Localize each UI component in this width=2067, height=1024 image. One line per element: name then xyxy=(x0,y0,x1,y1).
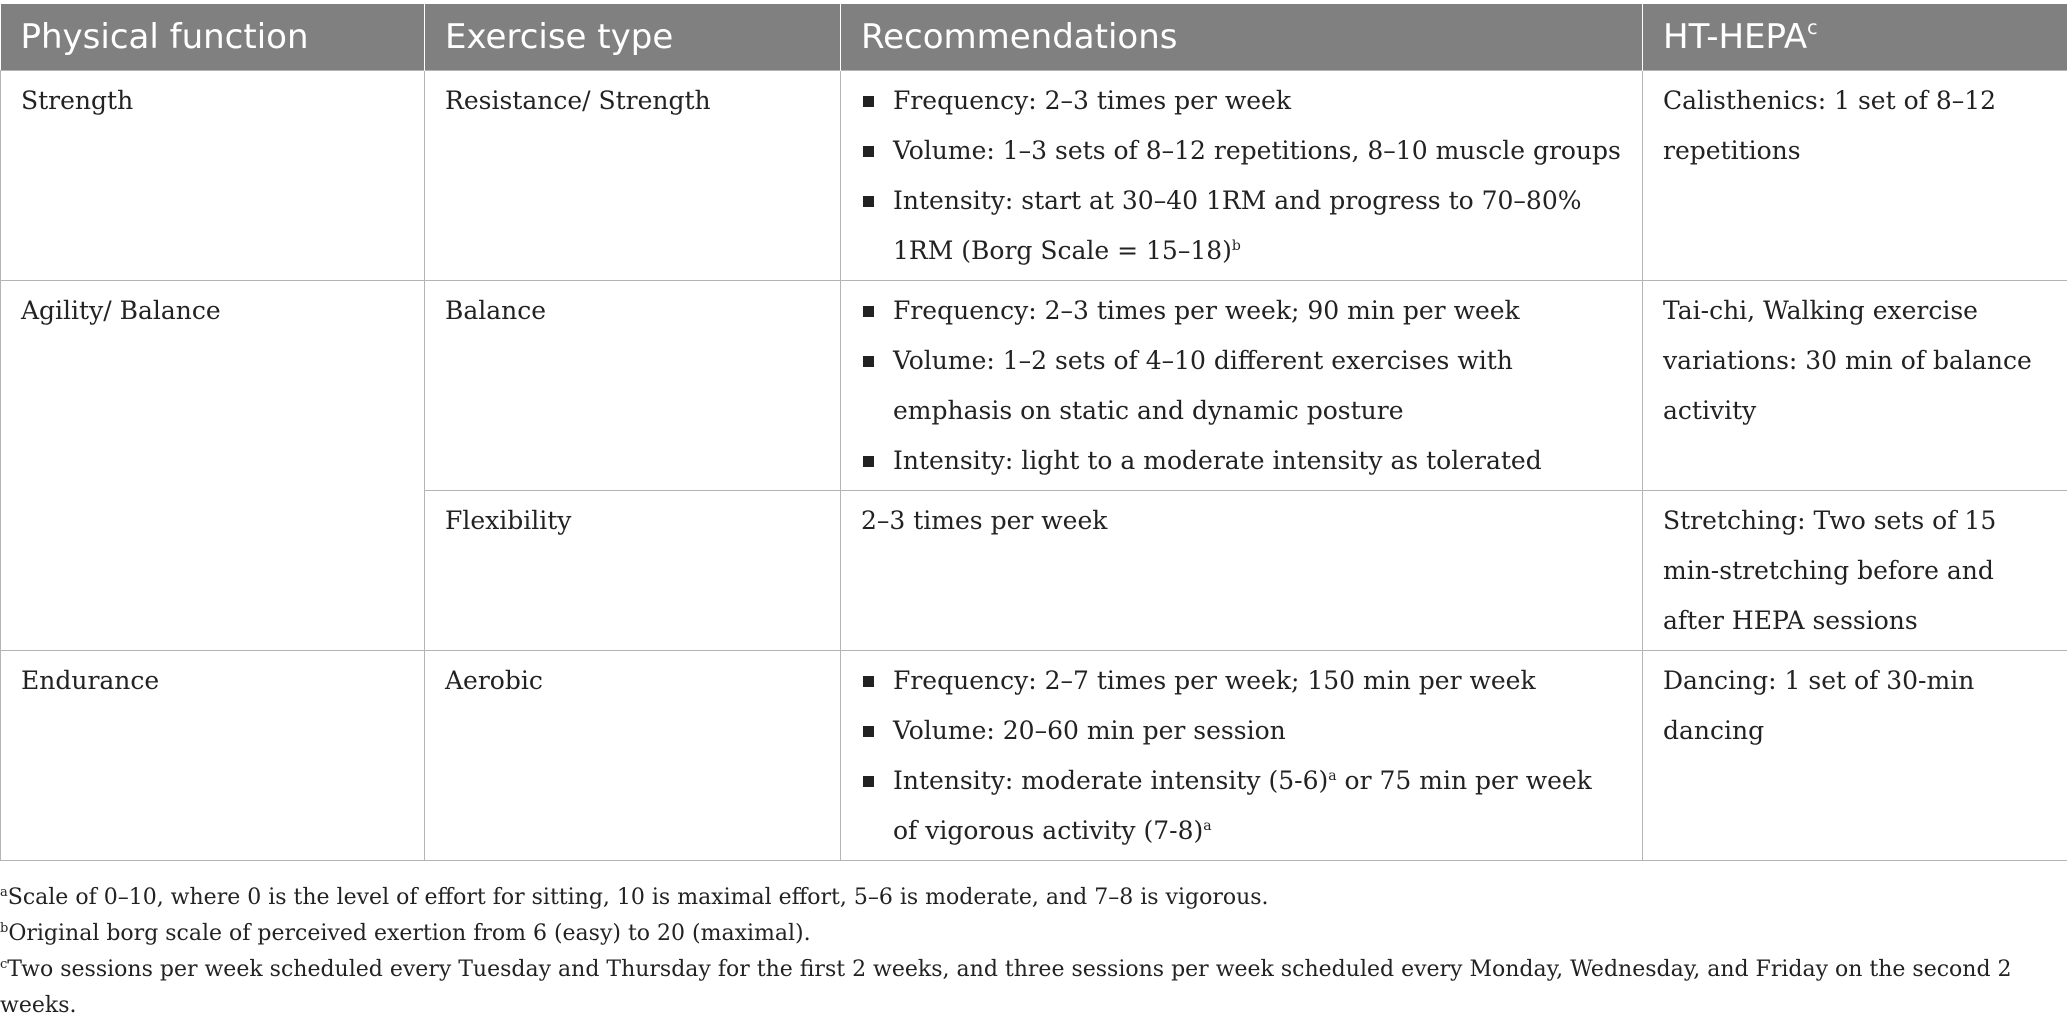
footnote-mark: b xyxy=(1232,238,1241,254)
cell-function-strength: Strength xyxy=(1,71,425,281)
table-body xyxy=(1,71,2067,861)
cell-function-endurance: Endurance xyxy=(1,651,425,861)
list-item: Frequency: 2–3 times per week xyxy=(861,76,1622,126)
cell-function-agility-balance: Agility/ Balance xyxy=(1,281,425,651)
table-row-balance xyxy=(1,281,2067,491)
footnote-a-mark: a xyxy=(0,885,8,900)
list-item xyxy=(861,756,1622,856)
cell-type-strength: Resistance/ Strength xyxy=(425,71,841,281)
footnote-c-mark: c xyxy=(0,957,7,972)
recommendation-text-continued: or 75 min per week of vigorous activity (7-8) xyxy=(893,766,1592,845)
list-item: Volume: 1–3 sets of 8–12 repetitions, 8–10 muscle groups xyxy=(861,126,1622,176)
cell-hepa-flexibility: Stretching: Two sets of 15 min-stretching before and after HEPA sessions xyxy=(1643,491,2067,651)
cell-type-flexibility: Flexibility xyxy=(425,491,841,651)
table-footnotes xyxy=(0,880,2067,1024)
table-row-endurance xyxy=(1,651,2067,861)
header-row xyxy=(1,4,2067,71)
footnote-c xyxy=(0,952,2067,1024)
footnote-b-text: Original borg scale of perceived exertion from 6 (easy) to 20 (maximal). xyxy=(8,921,810,946)
list-item: Volume: 20–60 min per session xyxy=(861,706,1622,756)
recommendation-list-balance xyxy=(861,286,1622,486)
header-ht-hepa-label: HT-HEPA xyxy=(1663,17,1807,57)
footnote-mark: a xyxy=(1328,768,1336,784)
exercise-recommendations-table xyxy=(0,4,2067,861)
cell-hepa-strength: Calisthenics: 1 set of 8–12 repetitions xyxy=(1643,71,2067,281)
recommendation-text: Intensity: start at 30–40 1RM and progress to 70–80% 1RM (Borg Scale = 15–18) xyxy=(893,186,1582,265)
header-ht-hepa-footnote-mark: c xyxy=(1807,17,1817,39)
list-item: Frequency: 2–7 times per week; 150 min per week xyxy=(861,656,1622,706)
cell-recommendations-strength xyxy=(841,71,1643,281)
footnote-b-mark: b xyxy=(0,921,8,936)
header-ht-hepa xyxy=(1643,4,2067,71)
header-physical-function: Physical function xyxy=(1,4,425,71)
cell-recommendations-flexibility: 2–3 times per week xyxy=(841,491,1643,651)
recommendation-list-endurance xyxy=(861,656,1622,856)
table-header xyxy=(1,4,2067,71)
footnote-a-text: Scale of 0–10, where 0 is the level of effort for sitting, 10 is maximal effort, 5–6 is moderate, and 7–8 is vigorous. xyxy=(8,885,1269,910)
cell-recommendations-balance xyxy=(841,281,1643,491)
footnote-b xyxy=(0,916,2067,952)
footnote-c-text: Two sessions per week scheduled every Tuesday and Thursday for the first 2 weeks, and three sessions per week scheduled every Monday, Wednesday, and Friday on the second 2 weeks. xyxy=(0,957,2012,1018)
cell-hepa-endurance: Dancing: 1 set of 30-min dancing xyxy=(1643,651,2067,861)
list-item: Frequency: 2–3 times per week; 90 min per week xyxy=(861,286,1622,336)
recommendation-list-strength xyxy=(861,76,1622,276)
cell-hepa-balance: Tai-chi, Walking exercise variations: 30 min of balance activity xyxy=(1643,281,2067,491)
footnote-a xyxy=(0,880,2067,916)
list-item: Intensity: light to a moderate intensity as tolerated xyxy=(861,436,1622,486)
exercise-table-container xyxy=(0,4,2067,861)
recommendation-text: Intensity: moderate intensity (5-6) xyxy=(893,766,1328,795)
header-exercise-type: Exercise type xyxy=(425,4,841,71)
list-item: Volume: 1–2 sets of 4–10 different exercises with emphasis on static and dynamic posture xyxy=(861,336,1622,436)
cell-type-aerobic: Aerobic xyxy=(425,651,841,861)
table-row-strength xyxy=(1,71,2067,281)
list-item xyxy=(861,176,1622,276)
cell-recommendations-endurance xyxy=(841,651,1643,861)
header-recommendations: Recommendations xyxy=(841,4,1643,71)
footnote-mark: a xyxy=(1203,818,1211,834)
cell-type-balance: Balance xyxy=(425,281,841,491)
